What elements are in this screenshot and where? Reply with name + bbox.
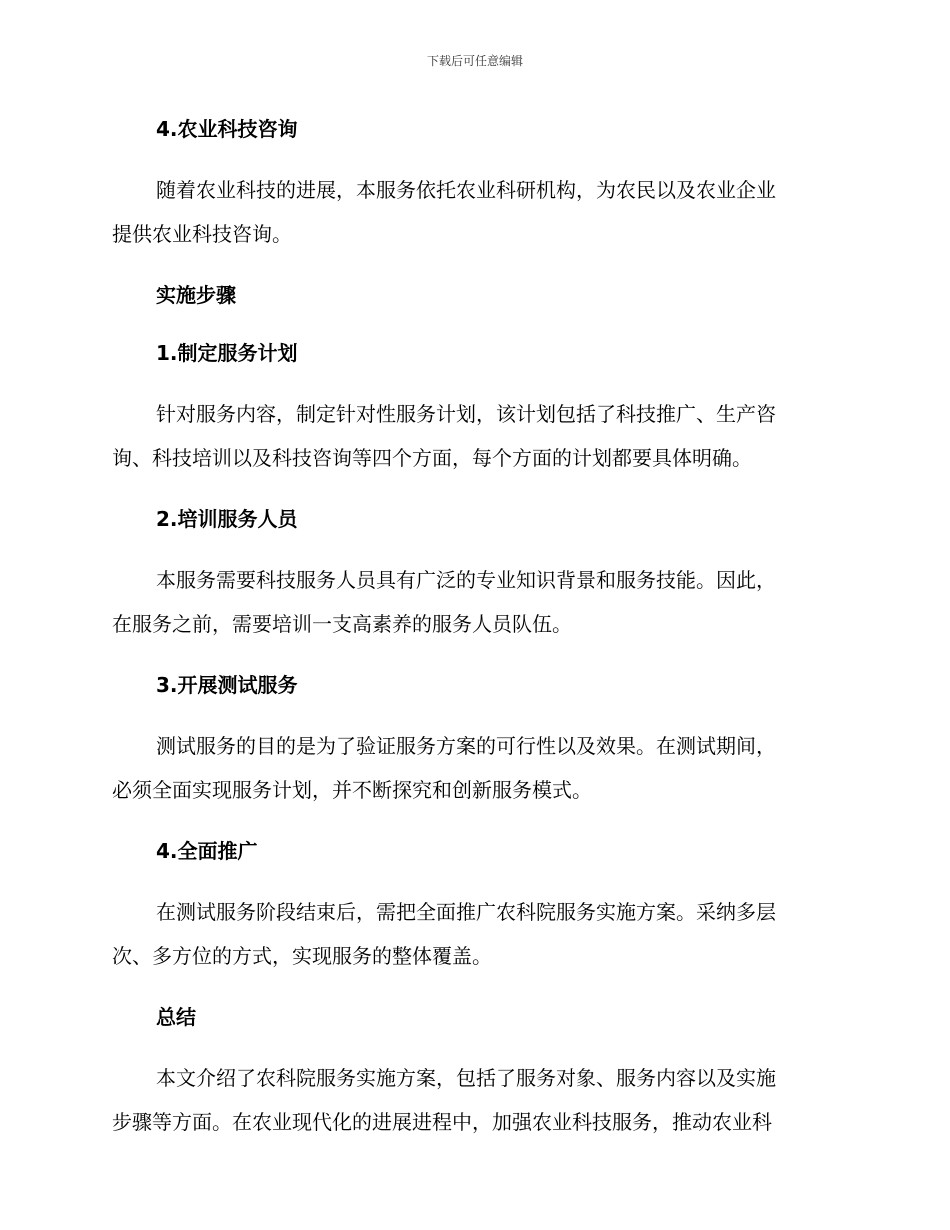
paragraph bbox=[112, 558, 832, 646]
paragraph-line: 必须全面实现服务计划，并不断探究和创新服务模式。 bbox=[112, 778, 592, 802]
section-heading: 实施步骤 bbox=[156, 283, 236, 307]
paragraph bbox=[112, 168, 832, 256]
section-heading: 4.农业科技咨询 bbox=[156, 117, 298, 141]
paragraph-line: 提供农业科技咨询。 bbox=[112, 222, 292, 246]
section-heading: 总结 bbox=[156, 1005, 196, 1029]
page-header: 下载后可任意编辑 bbox=[426, 54, 523, 68]
paragraph-line: 测试服务的目的是为了验证服务方案的可行性以及效果。在测试期间， bbox=[156, 734, 776, 758]
paragraph-line: 随着农业科技的进展，本服务依托农业科研机构，为农民以及农业企业 bbox=[156, 178, 776, 202]
paragraph-line: 步骤等方面。在农业现代化的进展进程中，加强农业科技服务，推动农业科 bbox=[112, 1110, 772, 1134]
paragraph-line: 本文介绍了农科院服务实施方案，包括了服务对象、服务内容以及实施 bbox=[156, 1066, 776, 1090]
paragraph-line: 在服务之前，需要培训一支高素养的服务人员队伍。 bbox=[112, 612, 572, 636]
paragraph-line: 次、多方位的方式，实现服务的整体覆盖。 bbox=[112, 944, 492, 968]
section-heading: 3.开展测试服务 bbox=[156, 673, 298, 697]
document-body bbox=[112, 110, 832, 1164]
paragraph bbox=[112, 392, 832, 480]
paragraph-line: 针对服务内容，制定针对性服务计划，该计划包括了科技推广、生产咨 bbox=[156, 402, 776, 426]
paragraph-line: 本服务需要科技服务人员具有广泛的专业知识背景和服务技能。因此， bbox=[156, 568, 776, 592]
paragraph-line: 在测试服务阶段结束后，需把全面推广农科院服务实施方案。采纳多层 bbox=[156, 900, 776, 924]
paragraph bbox=[112, 890, 832, 978]
section-heading: 1.制定服务计划 bbox=[156, 341, 298, 365]
paragraph-line: 询、科技培训以及科技咨询等四个方面，每个方面的计划都要具体明确。 bbox=[112, 446, 752, 470]
paragraph bbox=[112, 1056, 832, 1144]
paragraph bbox=[112, 724, 832, 812]
section-heading: 2.培训服务人员 bbox=[156, 507, 298, 531]
section-heading: 4.全面推广 bbox=[156, 839, 258, 863]
